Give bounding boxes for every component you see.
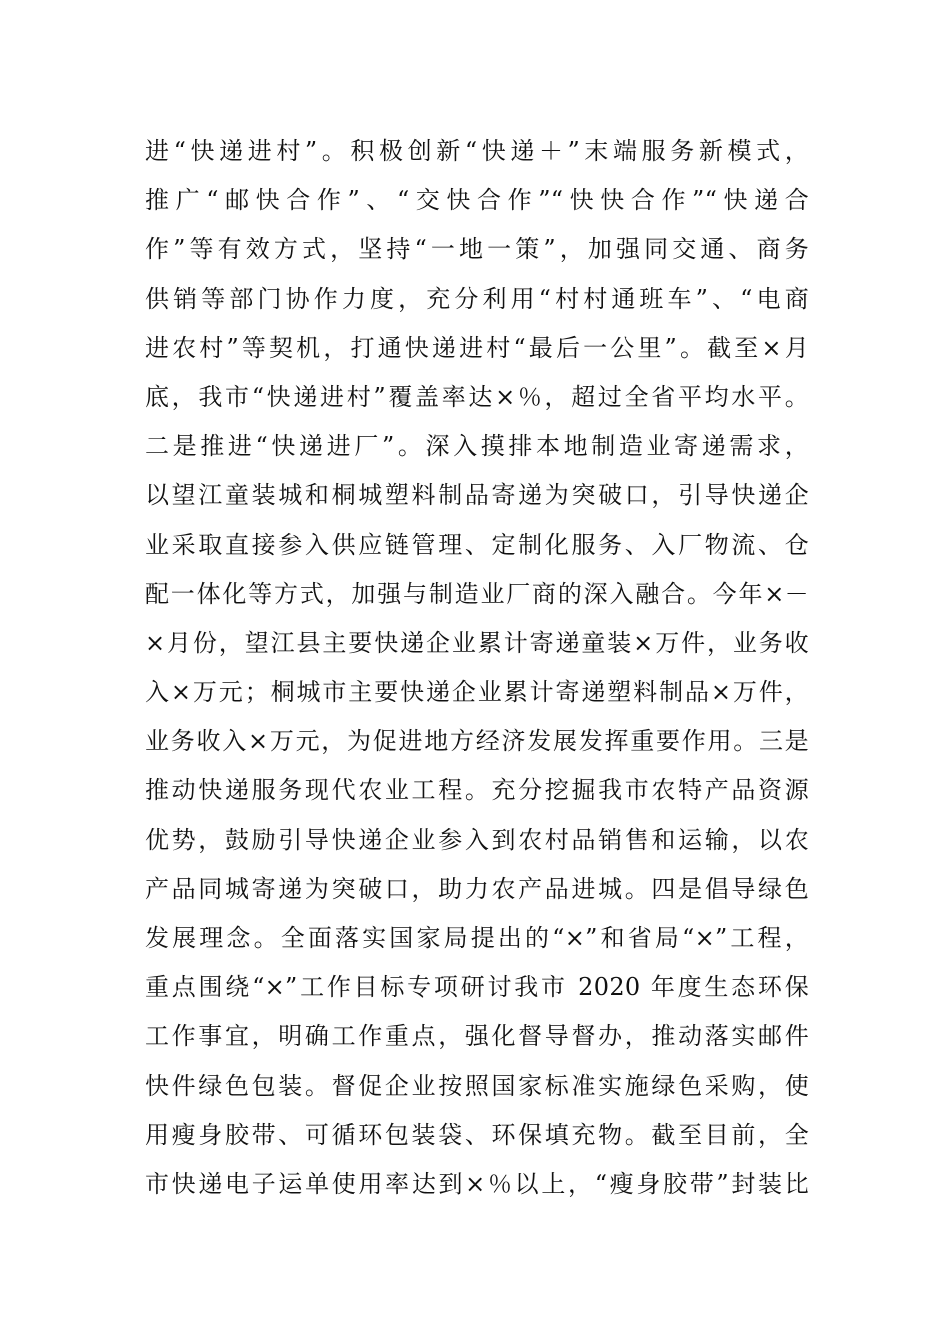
text-line-3: 作”等有效方式，坚持“一地一策”，加强同交通、商务 [145, 235, 809, 264]
text-line-13: 业务收入×万元，为促进地方经济发展发挥重要作用。三是 [145, 727, 809, 756]
text-line-10: 配一体化等方式，加强与制造业厂商的深入融合。今年×－ [145, 579, 809, 608]
text-line-2: 推广“邮快合作”、“交快合作”“快快合作”“快递合 [145, 186, 809, 215]
text-line-15: 优势，鼓励引导快递企业参入到农村品销售和运输，以农 [145, 825, 809, 854]
text-line-14: 推动快递服务现代农业工程。充分挖掘我市农特产品资源 [145, 776, 809, 805]
text-line-1: 进“快递进村”。积极创新“快递＋”末端服务新模式， [145, 137, 809, 165]
text-line-17: 发展理念。全面落实国家局提出的“×”和省局“×”工程， [145, 924, 809, 952]
text-line-8: 以望江童装城和桐城塑料制品寄递为突破口，引导快递企 [145, 481, 809, 510]
text-line-19: 工作事宜，明确工作重点，强化督导督办，推动落实邮件 [145, 1022, 809, 1051]
text-line-6: 底，我市“快递进村”覆盖率达×％，超过全省平均水平。 [145, 382, 809, 411]
text-line-16: 产品同城寄递为突破口，助力农产品进城。四是倡导绿色 [145, 874, 809, 903]
text-line-21: 用瘦身胶带、可循环包装袋、环保填充物。截至目前，全 [145, 1120, 809, 1149]
text-line-9: 业采取直接参入供应链管理、定制化服务、入厂物流、仓 [145, 530, 809, 559]
text-line-22: 市快递电子运单使用率达到×％以上，“瘦身胶带”封装比 [145, 1169, 809, 1198]
text-line-5: 进农村”等契机，打通快递进村“最后一公里”。截至×月 [145, 333, 809, 362]
text-line-20: 快件绿色包装。督促企业按照国家标准实施绿色采购，使 [145, 1071, 809, 1100]
text-line-7: 二是推进“快递进厂”。深入摸排本地制造业寄递需求， [145, 432, 809, 461]
body-paragraph [145, 127, 809, 1209]
text-line-18: 重点围绕“×”工作目标专项研讨我市 2020 年度生态环保 [145, 973, 809, 1002]
text-line-4: 供销等部门协作力度，充分利用“村村通班车”、“电商 [145, 284, 809, 313]
text-line-12: 入×万元；桐城市主要快递企业累计寄递塑料制品×万件， [145, 678, 809, 707]
text-line-11: ×月份，望江县主要快递企业累计寄递童装×万件，业务收 [145, 628, 809, 657]
